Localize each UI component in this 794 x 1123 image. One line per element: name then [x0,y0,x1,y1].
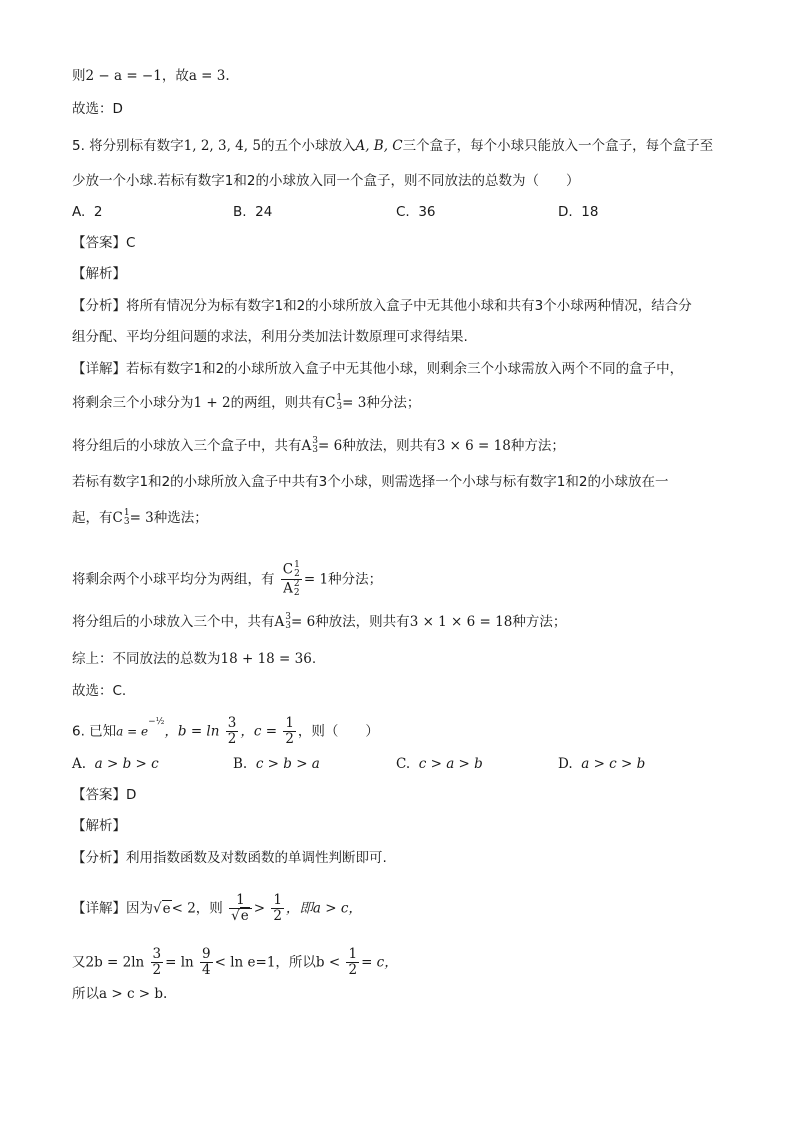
text-line [72,100,123,118]
q5-option-b: B. 24 [233,204,273,220]
answer-label: 【答案】D [72,787,137,803]
question-5-line-2 [72,172,579,190]
q6-option-a: A. a > b > c [72,756,159,772]
analysis-label: 【解析】 [72,818,126,834]
text-line: 将分组后的小球放入三个盒子中，共有A 3 3 = 6种放法，则共有3 × 6 = 18种方法； [72,436,565,455]
math: 1, 2, 3, 4, 5 [183,138,261,154]
text-line: 若标有数字1和2的小球所放入盒子中共有3个小球，则需选择一个小球与标有数字1和2的小球放在一 [72,474,669,490]
text: 则2 − a = −1，故a = 3. [72,68,230,84]
text-line: 【分析】将所有情况分为标有数字1和2的小球所放入盒子中无其他小球和共有3个小球两种情况，结合分 [72,298,692,314]
q5-option-a: A. 2 [72,204,103,220]
text-line: 故选：C. [72,683,127,699]
text-line: 将剩余两个小球平均分为两组，有 C 1 2 A 2 2 = 1种分法； [72,560,383,598]
text-line: 【分析】利用指数函数及对数函数的单调性判断即可. [72,850,387,866]
q5-option-d: D. 18 [558,204,599,220]
text: 故选：D [72,101,123,117]
text-line [72,67,230,85]
question-6-stem: 6. 已知$a = e^{-\frac{1}{2}}$，b = ln $\frac{3}{2}$ ，c = $\frac{1}{2}$ ，则（ ） [72,715,379,747]
q5-option-c: C. 36 [396,204,436,220]
q6-option-b: B. c > b > a [233,756,320,772]
text-line: 起，有C 1 3 = 3种选法； [72,508,208,527]
analysis-label: 【解析】 [72,266,126,282]
text-line: 【详解】若标有数字1和2的小球所放入盒子中无其他小球，则剩余三个小球需放入两个不同的盒子中， [72,361,684,377]
text-line: 所以a > c > b. [72,986,168,1002]
math: A, B, C [355,138,403,154]
text-line: 组分配、平均分组问题的求法，利用分类加法计数原理可求得结果. [72,329,468,345]
text-line: 又2b = 2ln $\frac{3}{2}$ = ln $\frac{9}{4}$ < ln e=1，所以b < $\frac{1}{2}$ = c， [72,946,398,978]
q6-option-c: C. c > a > b [396,756,483,772]
question-5-line-1 [72,137,713,155]
text: 的五个小球放入 [260,138,356,154]
text-line: 将剩余三个小球分为1 + 2的两组，则共有C 1 3 = 3种分法； [72,393,421,412]
text: 三个盒子，每个小球只能放入一个盒子，每个盒子至 [402,138,714,154]
fraction: C 1 2 A 2 2 [282,560,300,598]
text: 5. 将分别标有数字 [72,138,184,154]
answer-label: 【答案】C [72,235,136,251]
text-line: 【详解】因为√e< 2，则 $\frac{1}{√e}$ > $\frac{1}{2}$ ，即a > c， [72,892,362,924]
text: 少放一个小球.若标有数字1和2的小球放入同一个盒子，则不同放法的总数为（ ） [72,173,580,189]
text-line: 将分组后的小球放入三个中，共有A 3 3 = 6种放法，则共有3 × 1 × 6 = 18种方法； [72,612,567,631]
q6-option-d: D. a > c > b [558,756,646,772]
text-line: 综上：不同放法的总数为18 + 18 = 36. [72,651,317,667]
